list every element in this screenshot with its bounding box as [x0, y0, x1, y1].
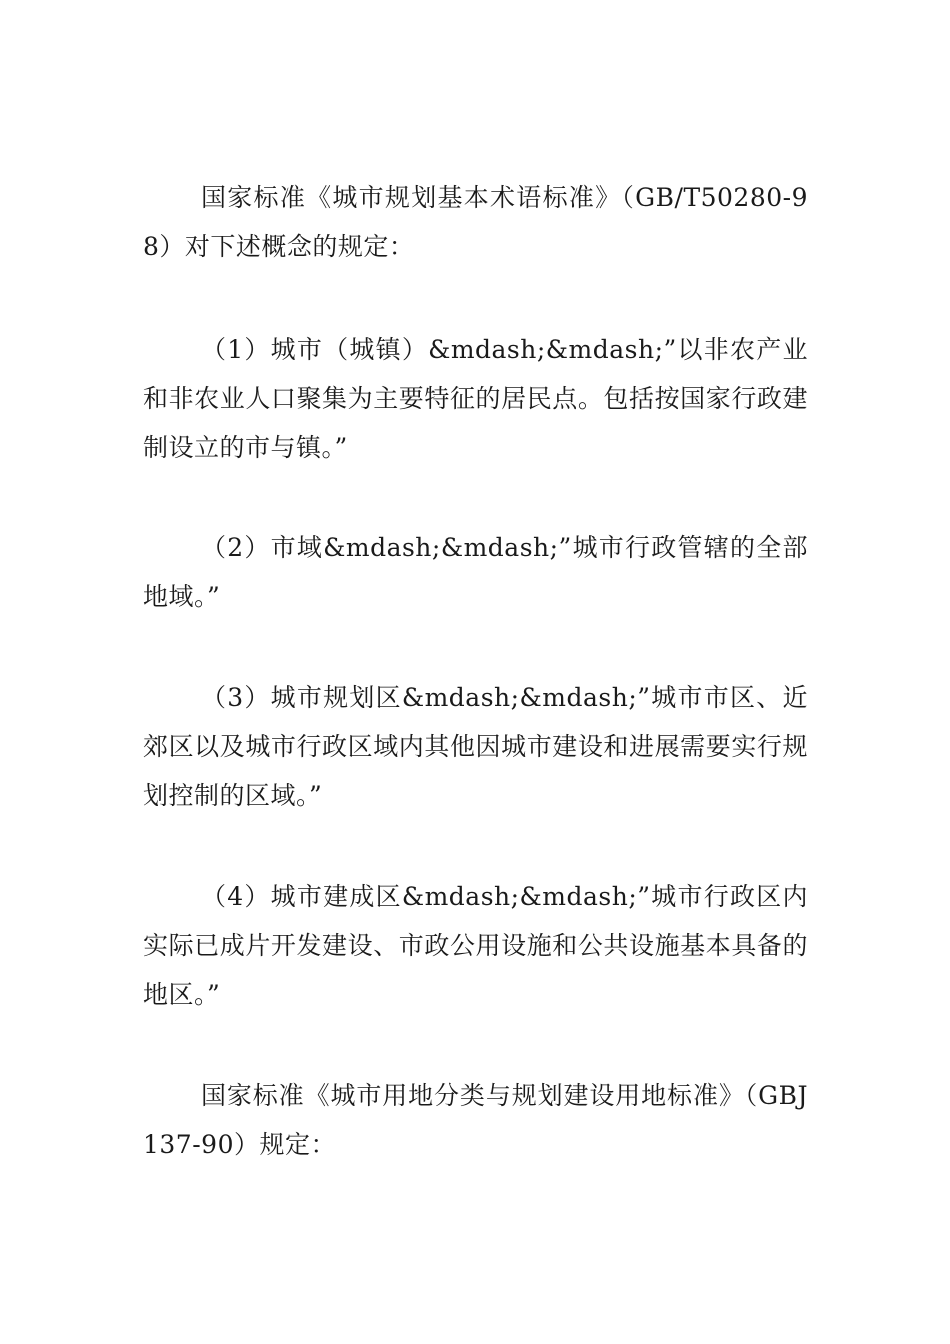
- intro-paragraph-terminology-standard: 国家标准《城市规划基本术语标准》（GB/T50280-98）对下述概念的规定：: [143, 183, 808, 261]
- definition-city-paragraph: （1）城市（城镇）&mdash;&mdash;”以非农产业和非农业人口聚集为主要特征的居民点。包括按国家行政建制设立的市与镇。”: [143, 335, 808, 462]
- definition-built-up-area-paragraph: （4）城市建成区&mdash;&mdash;”城市行政区内实际已成片开发建设、市政公用设施和公共设施基本具备的地区。”: [143, 882, 808, 1009]
- definition-city-area-paragraph: （2）市域&mdash;&mdash;”城市行政管辖的全部地域。”: [143, 533, 808, 611]
- definition-planning-area-paragraph: （3）城市规划区&mdash;&mdash;”城市市区、近郊区以及城市行政区域内其他因城市建设和进展需要实行规划控制的区域。”: [143, 683, 808, 810]
- intro-paragraph-land-use-standard: 国家标准《城市用地分类与规划建设用地标准》（GBJ137-90）规定：: [143, 1081, 808, 1159]
